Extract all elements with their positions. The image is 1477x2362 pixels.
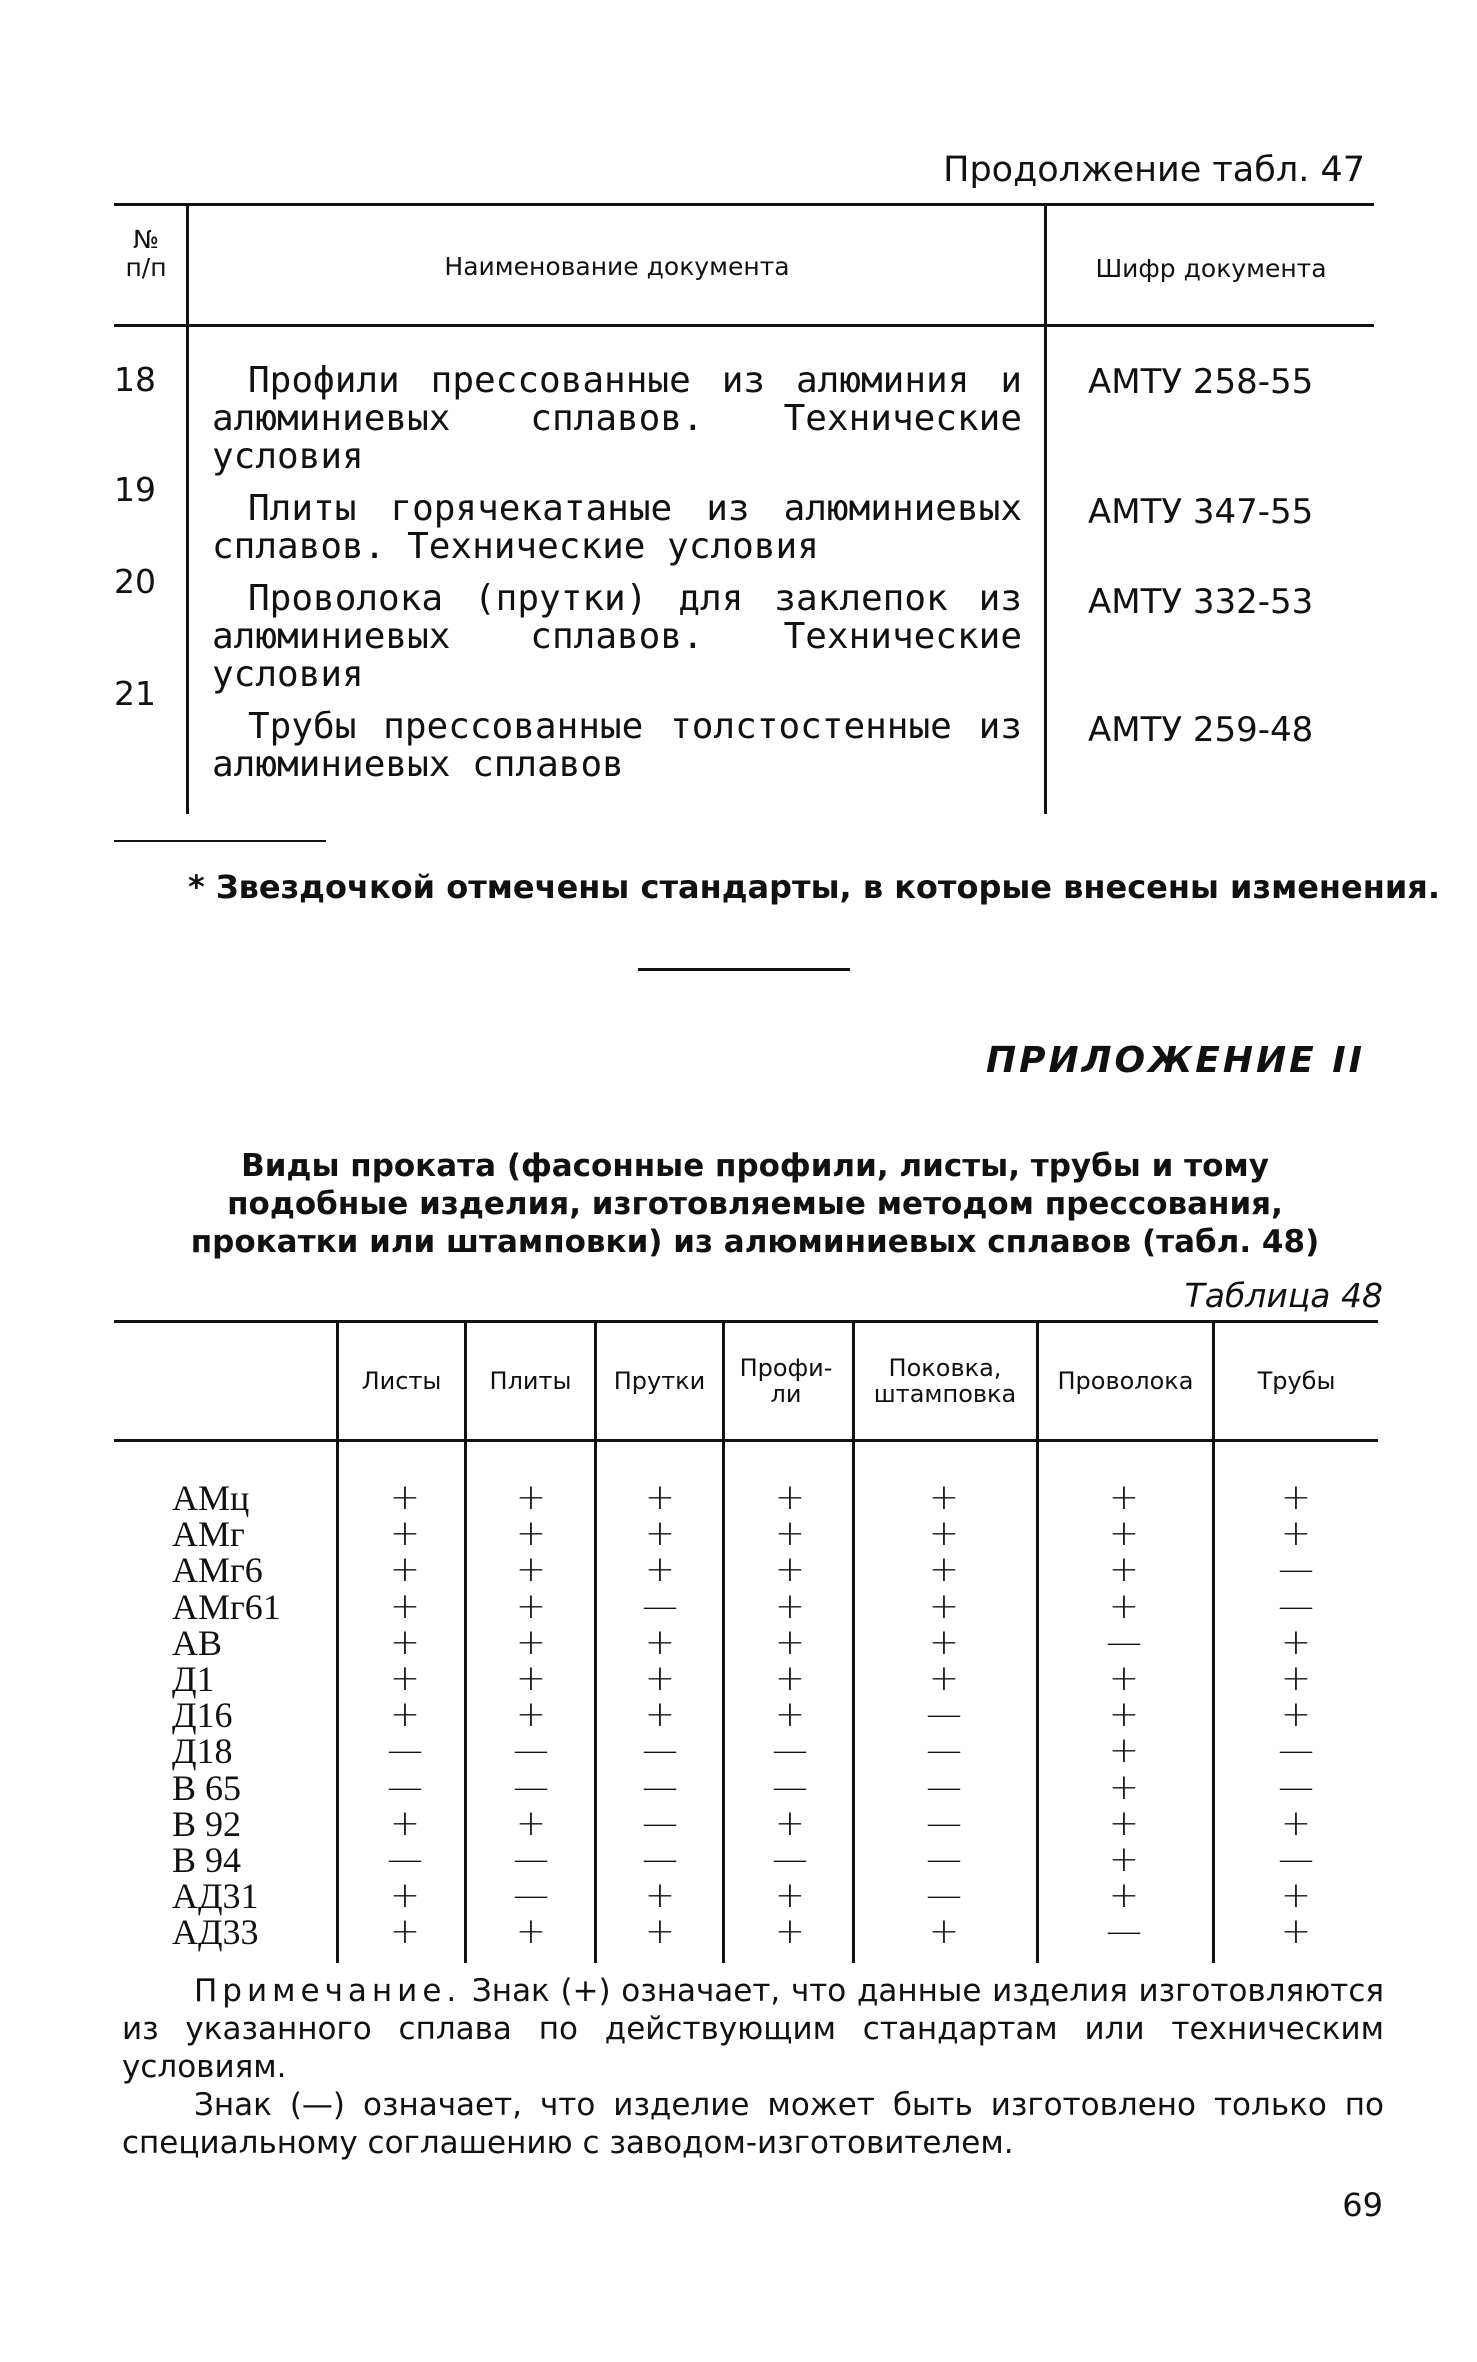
- plus-mark: +: [1280, 1477, 1312, 1518]
- plus-mark: +: [1280, 1622, 1312, 1663]
- table47-row-num: 20: [114, 562, 156, 601]
- plus-mark: +: [389, 1875, 421, 1916]
- plus-mark: +: [928, 1513, 960, 1554]
- table48-alloy-name: АД31: [172, 1876, 259, 1916]
- dash-mark: —: [926, 1730, 962, 1771]
- plus-mark: +: [1280, 1694, 1312, 1735]
- plus-mark: +: [774, 1622, 806, 1663]
- plus-mark: +: [644, 1875, 676, 1916]
- table47-row-name: Профили прессованные из алюминия и алюминиевых сплавов. Технические условия: [212, 360, 1022, 477]
- note-paragraph-2: Знак (—) означает, что изделие может быть изготовлено только по специальному соглашению с заводом-изготовителем.: [122, 2087, 1384, 2161]
- plus-mark: +: [1280, 1658, 1312, 1699]
- plus-mark: +: [389, 1622, 421, 1663]
- plus-mark: +: [928, 1911, 960, 1952]
- plus-mark: +: [644, 1658, 676, 1699]
- plus-mark: +: [774, 1477, 806, 1518]
- plus-mark: +: [928, 1586, 960, 1627]
- plus-mark: +: [644, 1477, 676, 1518]
- dash-mark: —: [1278, 1730, 1314, 1771]
- plus-mark: +: [389, 1513, 421, 1554]
- footnote-rule: [114, 840, 326, 842]
- plus-mark: +: [515, 1803, 547, 1844]
- plus-mark: +: [774, 1911, 806, 1952]
- plus-mark: +: [774, 1803, 806, 1844]
- table48-header: Плиты: [489, 1367, 572, 1395]
- dash-mark: —: [387, 1730, 423, 1771]
- table48-alloy-name: АВ: [172, 1623, 223, 1663]
- plus-mark: +: [515, 1622, 547, 1663]
- dash-mark: —: [926, 1767, 962, 1808]
- plus-mark: +: [389, 1477, 421, 1518]
- plus-mark: +: [1280, 1911, 1312, 1952]
- plus-mark: +: [774, 1586, 806, 1627]
- plus-mark: +: [644, 1911, 676, 1952]
- plus-mark: +: [515, 1658, 547, 1699]
- table47-row-code: АМТУ 332-53: [1088, 582, 1314, 622]
- plus-mark: +: [1108, 1803, 1140, 1844]
- table48-header-rule: [114, 1439, 1378, 1442]
- table48-alloy-name: АМг: [172, 1514, 245, 1554]
- plus-mark: +: [389, 1549, 421, 1590]
- table47-row-code: АМТУ 259-48: [1088, 710, 1314, 750]
- table-label: Таблица 48: [1184, 1276, 1383, 1315]
- table48-alloy-name: В 94: [172, 1840, 242, 1880]
- dash-mark: —: [642, 1767, 678, 1808]
- dash-mark: —: [642, 1586, 678, 1627]
- dash-mark: —: [513, 1730, 549, 1771]
- dash-mark: —: [642, 1803, 678, 1844]
- table48-alloy-name: АМг61: [172, 1587, 281, 1627]
- note-label: Примечание.: [194, 1973, 462, 2009]
- dash-mark: —: [926, 1803, 962, 1844]
- plus-mark: +: [928, 1477, 960, 1518]
- dash-mark: —: [1278, 1586, 1314, 1627]
- table47-row-num: 21: [114, 674, 156, 713]
- plus-mark: +: [389, 1586, 421, 1627]
- table48-alloy-name: Д16: [172, 1695, 233, 1735]
- table47-row-code: АМТУ 258-55: [1088, 362, 1314, 402]
- dash-mark: —: [926, 1875, 962, 1916]
- table47-row-num: 19: [114, 470, 156, 509]
- dash-mark: —: [387, 1767, 423, 1808]
- plus-mark: +: [774, 1694, 806, 1735]
- plus-mark: +: [1108, 1477, 1140, 1518]
- plus-mark: +: [644, 1513, 676, 1554]
- plus-mark: +: [928, 1658, 960, 1699]
- appendix-heading: Виды проката (фасонные профили, листы, трубы и тому подобные изделия, изготовляемые методом прессования, прокатки или штамповки) из алюминиевых сплавов (табл. 48): [190, 1148, 1320, 1260]
- dash-mark: —: [1278, 1549, 1314, 1590]
- plus-mark: +: [515, 1694, 547, 1735]
- dash-mark: —: [513, 1875, 549, 1916]
- table48-header: Листы: [361, 1367, 442, 1395]
- table47-top-rule: [114, 203, 1374, 206]
- plus-mark: +: [1280, 1875, 1312, 1916]
- table48-header: Трубы: [1257, 1367, 1336, 1395]
- table48-header: Поковка, штамповка: [873, 1354, 1017, 1408]
- table47-header-rule: [114, 324, 1374, 327]
- plus-mark: +: [1108, 1513, 1140, 1554]
- plus-mark: +: [1108, 1658, 1140, 1699]
- plus-mark: +: [774, 1875, 806, 1916]
- dash-mark: —: [772, 1767, 808, 1808]
- plus-mark: +: [389, 1694, 421, 1735]
- plus-mark: +: [515, 1586, 547, 1627]
- table47-row-name: Трубы прессованные толстостенные из алюминиевых сплавов: [212, 706, 1022, 785]
- table48-header: Прутки: [613, 1367, 706, 1395]
- table48-header: Профи-ли: [739, 1354, 833, 1408]
- plus-mark: +: [644, 1694, 676, 1735]
- table48-alloy-name: В 65: [172, 1768, 242, 1808]
- dash-mark: —: [926, 1839, 962, 1880]
- plus-mark: +: [515, 1911, 547, 1952]
- plus-mark: +: [515, 1549, 547, 1590]
- plus-mark: +: [1280, 1803, 1312, 1844]
- footnote: * Звездочкой отмечены стандарты, в которые внесены изменения.: [188, 868, 1440, 906]
- table48-alloy-name: АМц: [172, 1478, 250, 1518]
- dash-mark: —: [926, 1694, 962, 1735]
- dash-mark: —: [513, 1839, 549, 1880]
- dash-mark: —: [772, 1839, 808, 1880]
- continuation-title: Продолжение табл. 47: [943, 150, 1365, 190]
- dash-mark: —: [1278, 1767, 1314, 1808]
- note: [122, 1972, 1384, 2162]
- table47-header-num: № п/п: [125, 225, 167, 282]
- dash-mark: —: [642, 1839, 678, 1880]
- table47-row-num: 18: [114, 360, 156, 399]
- plus-mark: +: [1108, 1730, 1140, 1771]
- dash-mark: —: [387, 1839, 423, 1880]
- table48-alloy-name: АД33: [172, 1912, 259, 1952]
- page-number: 69: [1342, 2186, 1383, 2224]
- note-paragraph-1: Примечание. Знак (+) означает, что данные изделия изготовляются из указанного сплава по действующим стандартам или техническим условиям.: [122, 1973, 1385, 2085]
- table47-row-code: АМТУ 347-55: [1088, 492, 1314, 532]
- table47-header-code: Шифр документа: [1095, 254, 1327, 283]
- plus-mark: +: [1108, 1839, 1140, 1880]
- plus-mark: +: [774, 1513, 806, 1554]
- table47-vline-2: [1044, 206, 1047, 814]
- plus-mark: +: [1280, 1513, 1312, 1554]
- plus-mark: +: [644, 1622, 676, 1663]
- dash-mark: —: [772, 1730, 808, 1771]
- appendix-title: ПРИЛОЖЕНИЕ II: [986, 1040, 1365, 1081]
- plus-mark: +: [928, 1622, 960, 1663]
- table48-header: Проволока: [1057, 1367, 1194, 1395]
- plus-mark: +: [1108, 1767, 1140, 1808]
- table48-alloy-name: В 92: [172, 1804, 242, 1844]
- plus-mark: +: [515, 1477, 547, 1518]
- table48-alloy-name: Д1: [172, 1659, 215, 1699]
- dash-mark: —: [642, 1730, 678, 1771]
- table48-alloy-name: АМг6: [172, 1550, 263, 1590]
- table48-vline: [852, 1323, 855, 1963]
- section-divider: [638, 968, 850, 971]
- table47-row-name: Проволока (прутки) для заклепок из алюминиевых сплавов. Технические условия: [212, 578, 1022, 695]
- plus-mark: +: [774, 1549, 806, 1590]
- plus-mark: +: [1108, 1586, 1140, 1627]
- table48-alloy-name: Д18: [172, 1731, 233, 1771]
- plus-mark: +: [1108, 1549, 1140, 1590]
- dash-mark: —: [1106, 1911, 1142, 1952]
- plus-mark: +: [389, 1911, 421, 1952]
- plus-mark: +: [644, 1549, 676, 1590]
- plus-mark: +: [928, 1549, 960, 1590]
- dash-mark: —: [513, 1767, 549, 1808]
- table48-vline: [722, 1323, 725, 1963]
- plus-mark: +: [1108, 1875, 1140, 1916]
- plus-mark: +: [515, 1513, 547, 1554]
- dash-mark: —: [1278, 1839, 1314, 1880]
- plus-mark: +: [389, 1658, 421, 1699]
- table47-row-name: Плиты горячекатаные из алюминиевых сплавов. Технические условия: [212, 488, 1022, 567]
- plus-mark: +: [1108, 1694, 1140, 1735]
- plus-mark: +: [389, 1803, 421, 1844]
- table47-vline-1: [186, 206, 189, 814]
- dash-mark: —: [1106, 1622, 1142, 1663]
- plus-mark: +: [774, 1658, 806, 1699]
- table47-header-name: Наименование документа: [444, 252, 790, 281]
